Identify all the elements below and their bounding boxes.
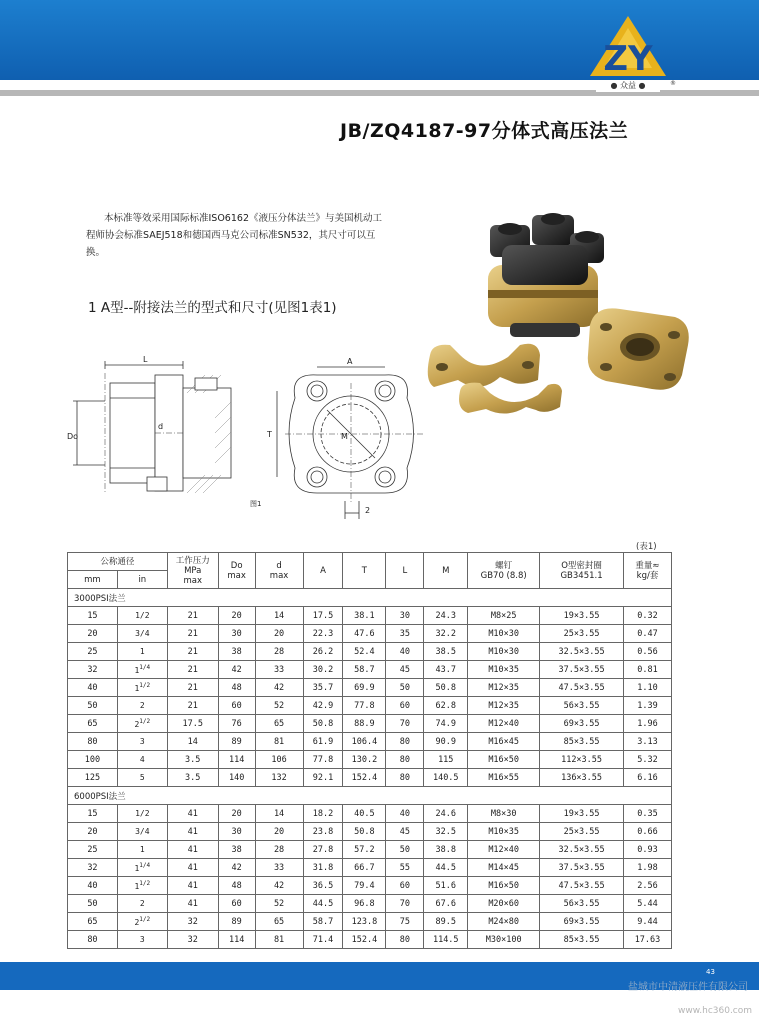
dim-L-label: L [143,355,148,364]
cell-M: 90.9 [424,733,468,751]
cell-in: 3 [117,733,167,751]
cell-L: 80 [386,751,424,769]
cell-T: 79.4 [343,877,386,895]
cell-p: 14 [167,733,218,751]
section-row [68,787,672,805]
cell-mm: 32 [68,661,118,679]
cell-mm: 20 [68,823,118,841]
cell-M: 114.5 [424,931,468,949]
dim-M-label: M [341,432,348,441]
cell-p: 3.5 [167,769,218,787]
cell-in: $1^{1/4}$ [117,859,167,877]
cell-w: 1.10 [623,679,671,697]
cell-L: 70 [386,715,424,733]
table-row [68,931,672,949]
cell-bolt: M12×35 [468,679,540,697]
table-row [68,913,672,931]
cell-w: 1.96 [623,715,671,733]
cell-d: 106 [255,751,303,769]
cell-A: 50.8 [303,715,343,733]
cell-M: 67.6 [424,895,468,913]
cell-bolt: M24×80 [468,913,540,931]
cell-L: 70 [386,895,424,913]
table-row [68,859,672,877]
cell-bolt: M10×35 [468,823,540,841]
cell-T: 88.9 [343,715,386,733]
cell-Do: 140 [218,769,255,787]
table-row [68,697,672,715]
cell-Do: 42 [218,859,255,877]
cell-L: 30 [386,607,424,625]
cell-d: 42 [255,877,303,895]
cell-mm: 40 [68,679,118,697]
cell-mm: 80 [68,733,118,751]
logo-letters: ZY [603,39,653,79]
cell-T: 123.8 [343,913,386,931]
table-row [68,607,672,625]
brand-name: ● 众益 ● [596,80,660,92]
cell-T: 66.7 [343,859,386,877]
cell-mm: 125 [68,769,118,787]
cell-L: 50 [386,841,424,859]
cell-d: 81 [255,931,303,949]
cell-oring: 19×3.55 [540,805,624,823]
section-heading: 1 A型--附接法兰的型式和尺寸(见图1表1) [88,300,337,316]
cell-L: 80 [386,733,424,751]
spec-table [67,552,672,949]
cell-bolt: M10×30 [468,625,540,643]
table-row [68,679,672,697]
cell-oring: 136×3.55 [540,769,624,787]
cell-A: 31.8 [303,859,343,877]
cell-A: 71.4 [303,931,343,949]
cell-T: 38.1 [343,607,386,625]
cell-T: 69.9 [343,679,386,697]
cell-M: 51.6 [424,877,468,895]
cell-A: 42.9 [303,697,343,715]
cell-mm: 100 [68,751,118,769]
cell-L: 60 [386,877,424,895]
cell-L: 45 [386,661,424,679]
cell-d: 65 [255,715,303,733]
cell-bolt: M10×30 [468,643,540,661]
table-row [68,661,672,679]
cell-oring: 69×3.55 [540,913,624,931]
cell-T: 152.4 [343,931,386,949]
cell-A: 44.5 [303,895,343,913]
cell-T: 52.4 [343,643,386,661]
header-L: L [386,553,424,589]
cell-p: 21 [167,607,218,625]
cell-bolt: M16×50 [468,751,540,769]
table-row [68,841,672,859]
cell-T: 47.6 [343,625,386,643]
cell-in: $2^{1/2}$ [117,913,167,931]
cell-M: 50.8 [424,679,468,697]
cell-A: 58.7 [303,913,343,931]
cell-d: 52 [255,697,303,715]
cell-in: 3/4 [117,625,167,643]
cell-w: 2.56 [623,877,671,895]
cell-bolt: M12×40 [468,715,540,733]
cell-M: 38.5 [424,643,468,661]
cell-d: 132 [255,769,303,787]
cell-Do: 89 [218,733,255,751]
cell-p: 17.5 [167,715,218,733]
cell-in: 1/2 [117,805,167,823]
cell-bolt: M20×60 [468,895,540,913]
cell-T: 57.2 [343,841,386,859]
cell-oring: 25×3.55 [540,625,624,643]
cell-bolt: M14×45 [468,859,540,877]
cell-Do: 76 [218,715,255,733]
dim-Do-label: Do [67,432,79,441]
dim-A-label: A [347,357,353,366]
cell-L: 40 [386,643,424,661]
cell-T: 50.8 [343,823,386,841]
table-row [68,823,672,841]
cell-p: 21 [167,679,218,697]
cell-oring: 32.5×3.55 [540,841,624,859]
cell-L: 75 [386,913,424,931]
cell-oring: 56×3.55 [540,895,624,913]
cell-M: 140.5 [424,769,468,787]
cell-L: 50 [386,679,424,697]
cell-in: 5 [117,769,167,787]
cell-L: 40 [386,805,424,823]
cell-w: 3.13 [623,733,671,751]
page-title: JB/ZQ4187-97分体式高压法兰 [340,120,629,142]
cell-oring: 47.5×3.55 [540,877,624,895]
cell-p: 41 [167,841,218,859]
cell-mm: 80 [68,931,118,949]
table-label: (表1) [636,542,657,552]
cell-oring: 32.5×3.55 [540,643,624,661]
cell-bolt: M10×35 [468,661,540,679]
flange-technical-drawing [55,353,455,528]
cell-mm: 65 [68,913,118,931]
cell-p: 41 [167,877,218,895]
cell-d: 20 [255,625,303,643]
figure-caption: 图1 [250,500,262,508]
cell-T: 58.7 [343,661,386,679]
cell-d: 52 [255,895,303,913]
cell-p: 21 [167,625,218,643]
cell-M: 89.5 [424,913,468,931]
cell-A: 26.2 [303,643,343,661]
cell-oring: 19×3.55 [540,607,624,625]
cell-w: 0.81 [623,661,671,679]
cell-mm: 50 [68,895,118,913]
cell-in: $1^{1/4}$ [117,661,167,679]
cell-oring: 47.5×3.55 [540,679,624,697]
cell-Do: 20 [218,805,255,823]
cell-in: $1^{1/2}$ [117,679,167,697]
header-Do: Do max [218,553,255,589]
cell-A: 77.8 [303,751,343,769]
header-nominal: 公称通径 [68,553,168,571]
cell-mm: 40 [68,877,118,895]
cell-bolt: M16×45 [468,733,540,751]
cell-A: 18.2 [303,805,343,823]
cell-d: 14 [255,805,303,823]
cell-bolt: M12×35 [468,697,540,715]
header-d: d max [255,553,303,589]
cell-w: 5.44 [623,895,671,913]
cell-M: 38.8 [424,841,468,859]
header-T: T [343,553,386,589]
page-number: 43 [706,968,715,976]
cell-L: 35 [386,625,424,643]
cell-A: 36.5 [303,877,343,895]
cell-in: 3/4 [117,823,167,841]
cell-A: 30.2 [303,661,343,679]
header-oring: O型密封圈 GB3451.1 [540,553,624,589]
cell-p: 21 [167,697,218,715]
cell-w: 17.63 [623,931,671,949]
cell-d: 14 [255,607,303,625]
cell-A: 27.8 [303,841,343,859]
section-title: 3000PSI法兰 [68,589,672,607]
header-M: M [424,553,468,589]
table-row [68,625,672,643]
cell-w: 6.16 [623,769,671,787]
cell-Do: 30 [218,823,255,841]
cell-in: 4 [117,751,167,769]
cell-w: 0.47 [623,625,671,643]
cell-in: 1 [117,643,167,661]
cell-bolt: M8×30 [468,805,540,823]
cell-w: 0.35 [623,805,671,823]
cell-d: 81 [255,733,303,751]
cell-mm: 25 [68,643,118,661]
cell-in: 2 [117,697,167,715]
cell-Do: 114 [218,931,255,949]
cell-p: 21 [167,661,218,679]
cell-M: 62.8 [424,697,468,715]
header-A: A [303,553,343,589]
table-row [68,877,672,895]
registered-mark: ® [670,80,676,87]
cell-bolt: M12×40 [468,841,540,859]
cell-w: 1.98 [623,859,671,877]
cell-A: 22.3 [303,625,343,643]
cell-T: 77.8 [343,697,386,715]
header-pressure: 工作压力 MPa max [167,553,218,589]
cell-p: 21 [167,643,218,661]
cell-M: 24.6 [424,805,468,823]
cell-d: 20 [255,823,303,841]
cell-M: 43.7 [424,661,468,679]
cell-Do: 89 [218,913,255,931]
cell-mm: 25 [68,841,118,859]
cell-oring: 69×3.55 [540,715,624,733]
dim-d-label: d [158,422,164,431]
cell-in: $2^{1/2}$ [117,715,167,733]
cell-M: 115 [424,751,468,769]
cell-oring: 56×3.55 [540,697,624,715]
table-row [68,805,672,823]
cell-M: 32.5 [424,823,468,841]
cell-p: 41 [167,895,218,913]
cell-w: 0.56 [623,643,671,661]
cell-p: 32 [167,931,218,949]
cell-bolt: M30×100 [468,931,540,949]
cell-mm: 20 [68,625,118,643]
cell-w: 1.39 [623,697,671,715]
cell-oring: 25×3.55 [540,823,624,841]
cell-T: 96.8 [343,895,386,913]
cell-Do: 38 [218,643,255,661]
cell-mm: 65 [68,715,118,733]
cell-M: 24.3 [424,607,468,625]
cell-oring: 85×3.55 [540,931,624,949]
cell-L: 45 [386,823,424,841]
cell-in: 1 [117,841,167,859]
header-bolt: 螺钉 GB70 (8.8) [468,553,540,589]
cell-A: 17.5 [303,607,343,625]
cell-Do: 30 [218,625,255,643]
cell-A: 61.9 [303,733,343,751]
cell-mm: 50 [68,697,118,715]
cell-p: 41 [167,805,218,823]
cell-Do: 60 [218,895,255,913]
cell-in: $1^{1/2}$ [117,877,167,895]
cell-in: 1/2 [117,607,167,625]
table-row [68,769,672,787]
cell-d: 33 [255,859,303,877]
section-title: 6000PSI法兰 [68,787,672,805]
flange-product-photo [420,205,695,420]
cell-d: 28 [255,643,303,661]
section-row [68,589,672,607]
cell-T: 130.2 [343,751,386,769]
header-in: in [117,571,167,589]
table-row [68,643,672,661]
intro-paragraph: 本标准等效采用国际标准ISO6162《液压分体法兰》与美国机动工程师协会标准SAEJ518和德国西马克公司标准SN532，其尺寸可以互换。 [86,213,382,258]
cell-A: 23.8 [303,823,343,841]
cell-M: 44.5 [424,859,468,877]
cell-in: 2 [117,895,167,913]
cell-w: 9.44 [623,913,671,931]
cell-p: 3.5 [167,751,218,769]
cell-bolt: M16×50 [468,877,540,895]
cell-L: 55 [386,859,424,877]
cell-bolt: M8×25 [468,607,540,625]
cell-L: 60 [386,697,424,715]
table-row [68,751,672,769]
cell-L: 80 [386,769,424,787]
cell-w: 0.93 [623,841,671,859]
cell-d: 65 [255,913,303,931]
cell-p: 32 [167,913,218,931]
cell-Do: 60 [218,697,255,715]
cell-d: 33 [255,661,303,679]
cell-p: 41 [167,859,218,877]
dim-2-label: 2 [365,506,371,515]
table-row [68,733,672,751]
cell-mm: 15 [68,805,118,823]
cell-w: 5.32 [623,751,671,769]
cell-Do: 114 [218,751,255,769]
cell-oring: 85×3.55 [540,733,624,751]
table-row [68,895,672,913]
cell-bolt: M16×55 [468,769,540,787]
cell-Do: 48 [218,679,255,697]
cell-p: 41 [167,823,218,841]
cell-M: 32.2 [424,625,468,643]
cell-w: 0.32 [623,607,671,625]
cell-Do: 42 [218,661,255,679]
watermark-site: www.hc360.com [678,1006,753,1016]
cell-T: 40.5 [343,805,386,823]
cell-T: 152.4 [343,769,386,787]
dim-T-label: T [267,430,272,439]
cell-d: 28 [255,841,303,859]
cell-d: 42 [255,679,303,697]
cell-mm: 15 [68,607,118,625]
cell-Do: 20 [218,607,255,625]
cell-oring: 37.5×3.55 [540,859,624,877]
cell-oring: 37.5×3.55 [540,661,624,679]
cell-mm: 32 [68,859,118,877]
cell-M: 74.9 [424,715,468,733]
cell-oring: 112×3.55 [540,751,624,769]
cell-Do: 48 [218,877,255,895]
header-weight: 重量≈ kg/套 [623,553,671,589]
header-mm: mm [68,571,118,589]
cell-Do: 38 [218,841,255,859]
cell-L: 80 [386,931,424,949]
watermark-company: 盐城市中清液压件有限公司 [628,982,748,993]
cell-A: 92.1 [303,769,343,787]
table-row [68,715,672,733]
cell-T: 106.4 [343,733,386,751]
cell-A: 35.7 [303,679,343,697]
cell-w: 0.66 [623,823,671,841]
cell-in: 3 [117,931,167,949]
